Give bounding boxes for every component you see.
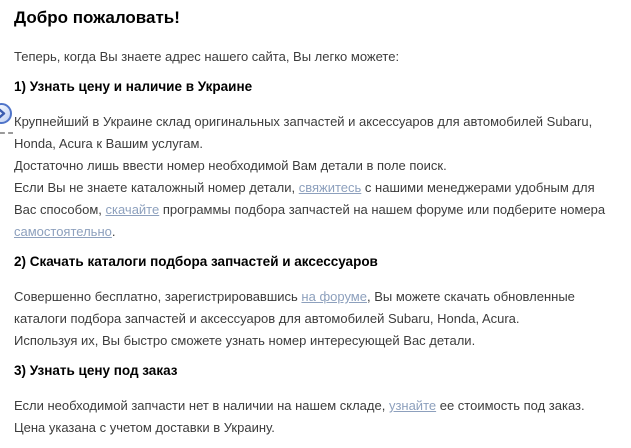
section-paragraph (14, 395, 614, 439)
paragraph-text: , Вы можете скачать обновленные каталоги подбора запчастей и аксессуаров для автомобилей Subaru, Honda, Acura. (14, 289, 575, 326)
content-section-2 (14, 253, 614, 352)
text-link[interactable]: свяжитесь (298, 180, 362, 195)
paragraph-text: ее стоимость под заказ. Цена указана с учетом доставки в Украину. (14, 398, 585, 435)
paragraph-text: Если необходимой запчасти нет в наличии на нашем складе, (14, 398, 389, 413)
intro-text: Теперь, когда Вы знаете адрес нашего сайта, Вы легко можете: (14, 49, 400, 64)
chevron-right-circle-icon[interactable] (0, 103, 12, 124)
paragraph-line (14, 330, 614, 352)
paragraph-text: Совершенно бесплатно, зарегистрировавшись (14, 289, 302, 304)
paragraph-line (14, 395, 614, 439)
paragraph-line (14, 155, 614, 177)
section-heading: 2) Скачать каталоги подбора запчастей и аксессуаров (14, 254, 378, 269)
paragraph-line (14, 177, 614, 243)
sections (14, 78, 614, 439)
paragraph-line (14, 111, 614, 155)
paragraph-text: Используя их, Вы быстро сможете узнать номер интересующей Вас детали. (14, 333, 476, 348)
paragraph-text: Достаточно лишь ввести номер необходимой Вам детали в поле поиск. (14, 158, 447, 173)
paragraph-text: программы подбора запчастей на нашем форуме или подберите номера (159, 202, 606, 217)
text-link[interactable]: скачайте (105, 202, 160, 217)
section-heading: 1) Узнать цену и наличие в Украине (14, 79, 253, 94)
page-title: Добро пожаловать! (14, 8, 180, 27)
paragraph-text: . (111, 224, 116, 239)
content-section-3 (14, 362, 614, 439)
section-paragraph (14, 286, 614, 352)
edge-widget[interactable] (0, 103, 18, 139)
paragraph-line (14, 286, 614, 330)
content-section-1 (14, 78, 614, 243)
text-link[interactable]: на форуме (301, 289, 367, 304)
section-paragraph (14, 111, 614, 243)
section-heading: 3) Узнать цену под заказ (14, 363, 178, 378)
text-link[interactable]: узнайте (388, 398, 437, 413)
text-link[interactable]: самостоятельно (14, 224, 112, 239)
paragraph-text: Если Вы не знаете каталожный номер детали, (14, 180, 299, 195)
dashed-marker (0, 132, 13, 134)
paragraph-text: Крупнейший в Украине склад оригинальных запчастей и аксессуаров для автомобилей Subaru, Honda, Acura к Вашим услугам. (14, 114, 593, 151)
paragraph-text: с нашими менеджерами удобным для Вас способом, (14, 180, 595, 217)
